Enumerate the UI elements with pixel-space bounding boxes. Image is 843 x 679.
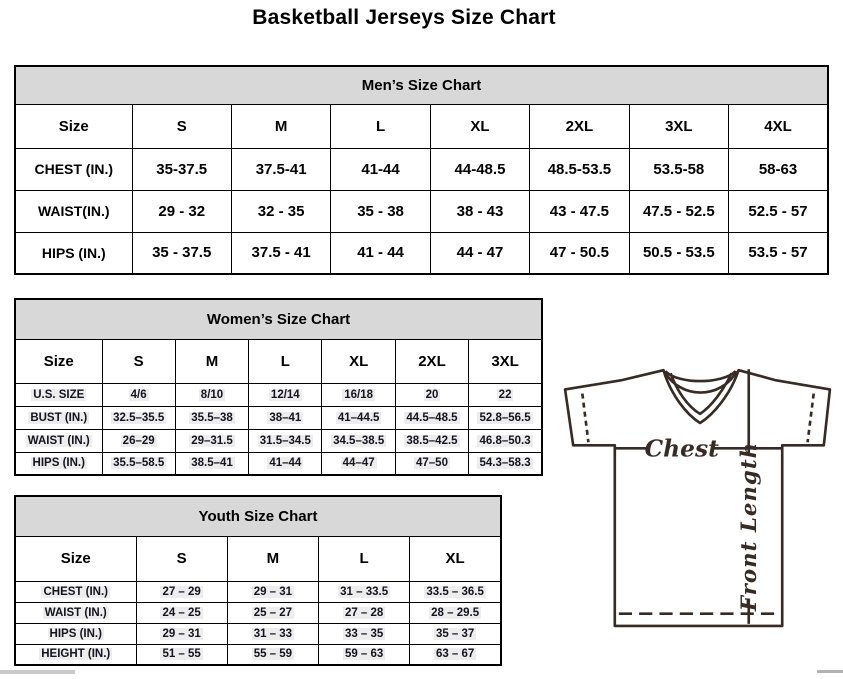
size-cell bbox=[227, 623, 318, 644]
size-cell bbox=[319, 623, 410, 644]
size-cell: 52.5 - 57 bbox=[729, 190, 828, 232]
size-cell bbox=[102, 429, 175, 452]
column-header: XL bbox=[430, 104, 529, 148]
size-cell bbox=[395, 452, 468, 475]
size-cell: 58-63 bbox=[729, 148, 828, 190]
size-cell bbox=[175, 452, 248, 475]
sleeve-stitch-left bbox=[582, 394, 588, 443]
size-cell bbox=[136, 602, 227, 623]
size-cell-text: 12/14 bbox=[270, 388, 300, 401]
row-label: WAIST(IN.) bbox=[15, 190, 132, 232]
size-cell bbox=[227, 644, 318, 665]
size-cell: 44-48.5 bbox=[430, 148, 529, 190]
size-cell bbox=[410, 581, 501, 602]
jersey-measurement-diagram bbox=[560, 356, 836, 632]
chart-title: Women’s Size Chart bbox=[15, 299, 542, 339]
size-cell bbox=[175, 429, 248, 452]
column-header: L bbox=[319, 536, 410, 581]
size-cell-text: 25 – 27 bbox=[253, 606, 293, 619]
size-cell: 41 - 44 bbox=[331, 232, 430, 274]
column-header: S bbox=[102, 339, 175, 383]
row-label-text: HIPS (IN.) bbox=[49, 627, 102, 640]
table-row bbox=[15, 383, 542, 406]
size-cell bbox=[319, 602, 410, 623]
table-row bbox=[15, 406, 542, 429]
row-label bbox=[15, 383, 102, 406]
chest-label: Chest bbox=[644, 434, 719, 463]
size-cell: 35 - 37.5 bbox=[132, 232, 231, 274]
size-cell-text: 34.5–38.5 bbox=[333, 434, 385, 447]
size-cell bbox=[322, 452, 395, 475]
size-cell-text: 59 – 63 bbox=[344, 648, 384, 661]
size-cell-text: 54.3–58.3 bbox=[479, 457, 531, 470]
size-cell bbox=[395, 383, 468, 406]
table-row bbox=[15, 644, 501, 665]
table-row bbox=[15, 190, 828, 232]
size-cell-text: 35.5–38 bbox=[191, 411, 233, 424]
column-header: 3XL bbox=[629, 104, 728, 148]
row-label: CHEST (IN.) bbox=[15, 148, 132, 190]
column-header: L bbox=[249, 339, 322, 383]
row-label bbox=[15, 623, 136, 644]
chart-title: Men’s Size Chart bbox=[15, 66, 828, 104]
size-cell bbox=[469, 406, 542, 429]
column-header: 2XL bbox=[530, 104, 629, 148]
row-label bbox=[15, 406, 102, 429]
row-label-text: CHEST (IN.) bbox=[43, 585, 109, 598]
size-cell: 48.5-53.5 bbox=[530, 148, 629, 190]
size-cell-text: 20 bbox=[425, 388, 439, 401]
size-cell bbox=[469, 452, 542, 475]
column-header: 3XL bbox=[469, 339, 542, 383]
size-cell bbox=[469, 429, 542, 452]
size-cell: 41-44 bbox=[331, 148, 430, 190]
size-cell: 37.5 - 41 bbox=[231, 232, 330, 274]
size-cell bbox=[249, 383, 322, 406]
size-cell bbox=[136, 623, 227, 644]
column-header: 4XL bbox=[729, 104, 828, 148]
size-cell bbox=[249, 429, 322, 452]
size-cell-text: 8/10 bbox=[200, 388, 224, 401]
row-label: HIPS (IN.) bbox=[15, 232, 132, 274]
size-cell: 47.5 - 52.5 bbox=[629, 190, 728, 232]
table-row bbox=[15, 232, 828, 274]
size-cell-text: 32.5–35.5 bbox=[113, 411, 165, 424]
size-cell-text: 46.8–50.3 bbox=[479, 434, 531, 447]
horizontal-scrollbar-fragment-right[interactable] bbox=[817, 670, 843, 673]
size-cell-text: 27 – 28 bbox=[344, 606, 384, 619]
size-cell-text: 38.5–41 bbox=[191, 457, 233, 470]
size-cell bbox=[469, 383, 542, 406]
size-cell-text: 31.5–34.5 bbox=[259, 434, 311, 447]
sleeve-stitch-right bbox=[808, 394, 814, 443]
size-cell: 35 - 38 bbox=[331, 190, 430, 232]
horizontal-scrollbar-fragment-left[interactable] bbox=[0, 670, 75, 674]
size-cell bbox=[395, 406, 468, 429]
size-cell: 35-37.5 bbox=[132, 148, 231, 190]
size-cell bbox=[319, 581, 410, 602]
size-cell bbox=[175, 383, 248, 406]
row-label bbox=[15, 581, 136, 602]
size-cell bbox=[102, 383, 175, 406]
column-header: XL bbox=[322, 339, 395, 383]
size-cell-text: 51 – 55 bbox=[162, 648, 201, 661]
size-cell-text: 29–31.5 bbox=[191, 434, 233, 447]
mens-size-table bbox=[14, 65, 829, 275]
size-cell-text: 35 – 37 bbox=[435, 627, 475, 640]
size-cell-text: 26–29 bbox=[122, 434, 155, 447]
size-cell: 37.5-41 bbox=[231, 148, 330, 190]
size-cell bbox=[227, 581, 318, 602]
size-cell-text: 29 – 31 bbox=[162, 627, 201, 640]
size-cell-text: 52.8–56.5 bbox=[479, 411, 531, 424]
size-cell-text: 29 – 31 bbox=[253, 585, 293, 598]
size-cell bbox=[322, 429, 395, 452]
size-cell-text: 31 – 33.5 bbox=[340, 585, 389, 598]
size-cell-text: 41–44.5 bbox=[337, 411, 380, 424]
size-cell: 47 - 50.5 bbox=[530, 232, 629, 274]
size-cell-text: 31 – 33 bbox=[253, 627, 293, 640]
size-cell-text: 44–47 bbox=[342, 457, 375, 470]
size-cell bbox=[175, 406, 248, 429]
size-cell-text: 28 – 29.5 bbox=[431, 606, 480, 619]
size-cell: 43 - 47.5 bbox=[530, 190, 629, 232]
size-cell-text: 47–50 bbox=[415, 457, 448, 470]
size-cell-text: 33 – 35 bbox=[344, 627, 384, 640]
row-label bbox=[15, 602, 136, 623]
size-cell bbox=[227, 602, 318, 623]
row-label bbox=[15, 429, 102, 452]
size-cell bbox=[395, 429, 468, 452]
row-label-text: U.S. SIZE bbox=[33, 388, 85, 401]
size-cell-text: 33.5 – 36.5 bbox=[426, 585, 484, 598]
table-row bbox=[15, 602, 501, 623]
size-cell bbox=[319, 644, 410, 665]
row-label bbox=[15, 452, 102, 475]
size-cell bbox=[102, 406, 175, 429]
row-label-text: BUST (IN.) bbox=[30, 411, 88, 424]
size-cell: 29 - 32 bbox=[132, 190, 231, 232]
size-cell bbox=[322, 406, 395, 429]
size-cell bbox=[102, 452, 175, 475]
size-cell bbox=[249, 406, 322, 429]
size-cell-text: 24 – 25 bbox=[162, 606, 201, 619]
column-header: XL bbox=[410, 536, 501, 581]
column-header: 2XL bbox=[395, 339, 468, 383]
front-length-label: Front Length bbox=[736, 441, 762, 612]
size-cell bbox=[322, 383, 395, 406]
row-label-text: WAIST (IN.) bbox=[44, 606, 107, 619]
table-row bbox=[15, 452, 542, 475]
size-cell: 32 - 35 bbox=[231, 190, 330, 232]
size-cell-text: 38.5–42.5 bbox=[406, 434, 458, 447]
column-header: Size bbox=[15, 536, 136, 581]
size-cell bbox=[136, 644, 227, 665]
table-row bbox=[15, 581, 501, 602]
size-cell: 53.5 - 57 bbox=[729, 232, 828, 274]
column-header: L bbox=[331, 104, 430, 148]
page-title: Basketball Jerseys Size Chart bbox=[252, 6, 556, 29]
table-row bbox=[15, 148, 828, 190]
size-cell: 38 - 43 bbox=[430, 190, 529, 232]
column-header: M bbox=[227, 536, 318, 581]
size-cell-text: 4/6 bbox=[130, 388, 147, 401]
size-cell bbox=[410, 602, 501, 623]
size-cell-text: 41–44 bbox=[269, 457, 302, 470]
table-row bbox=[15, 429, 542, 452]
size-cell: 53.5-58 bbox=[629, 148, 728, 190]
size-cell-text: 27 – 29 bbox=[162, 585, 201, 598]
column-header: Size bbox=[15, 339, 102, 383]
column-header: Size bbox=[15, 104, 132, 148]
size-cell: 44 - 47 bbox=[430, 232, 529, 274]
table-row bbox=[15, 623, 501, 644]
size-cell bbox=[410, 623, 501, 644]
womens-size-table bbox=[14, 298, 543, 476]
row-label-text: WAIST (IN.) bbox=[27, 434, 90, 447]
size-cell-text: 35.5–58.5 bbox=[113, 457, 165, 470]
column-header: M bbox=[175, 339, 248, 383]
collar-curve-shallow bbox=[666, 371, 736, 381]
size-cell-text: 16/18 bbox=[344, 388, 374, 401]
row-label-text: HEIGHT (IN.) bbox=[41, 648, 111, 661]
row-label bbox=[15, 644, 136, 665]
chart-title: Youth Size Chart bbox=[15, 496, 501, 536]
size-cell bbox=[410, 644, 501, 665]
size-cell bbox=[249, 452, 322, 475]
column-header: M bbox=[231, 104, 330, 148]
size-cell-text: 38–41 bbox=[269, 411, 302, 424]
jersey-outline-path bbox=[565, 370, 830, 626]
column-header: S bbox=[136, 536, 227, 581]
size-cell-text: 63 – 67 bbox=[435, 648, 475, 661]
row-label-text: HIPS (IN.) bbox=[32, 457, 85, 470]
column-header: S bbox=[132, 104, 231, 148]
size-cell: 50.5 - 53.5 bbox=[629, 232, 728, 274]
size-cell-text: 55 – 59 bbox=[253, 648, 293, 661]
size-cell-text: 44.5–48.5 bbox=[406, 411, 458, 424]
size-cell-text: 22 bbox=[498, 388, 512, 401]
youth-size-table bbox=[14, 495, 502, 666]
size-cell bbox=[136, 581, 227, 602]
